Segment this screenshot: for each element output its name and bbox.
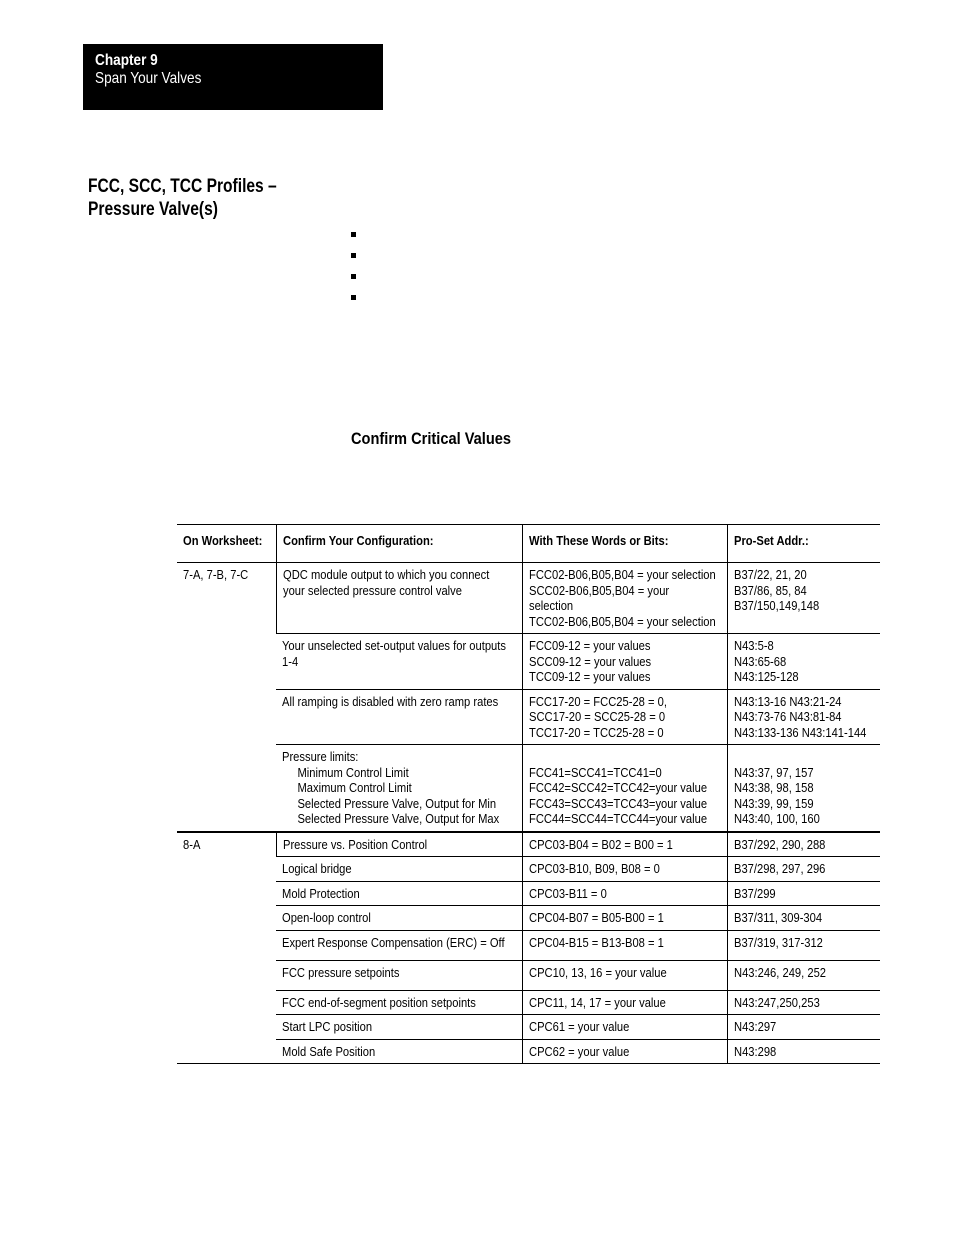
words-cell: CPC04-B15 = B13-B08 = 1 <box>522 930 727 960</box>
config-cell: FCC end-of-segment position setpoints <box>276 990 522 1015</box>
words-cell: CPC11, 14, 17 = your value <box>522 990 727 1015</box>
worksheet-cell: 7-A, 7-B, 7-C <box>177 563 276 832</box>
config-cell: Logical bridge <box>276 857 522 882</box>
table-row <box>177 563 880 634</box>
config-cell: Start LPC position <box>276 1015 522 1040</box>
addr-cell: N43:5-8 N43:65-68 N43:125-128 <box>727 634 880 690</box>
bullet-marker <box>351 232 356 237</box>
config-cell: Open-loop control <box>276 906 522 931</box>
table-row <box>177 745 880 832</box>
header-words-bits: With These Words or Bits: <box>522 525 727 563</box>
header-worksheet: On Worksheet: <box>177 525 276 563</box>
chapter-header <box>83 44 383 110</box>
table-row <box>177 990 880 1015</box>
config-cell: Mold Safe Position <box>276 1039 522 1064</box>
table-row <box>177 906 880 931</box>
bullet-marker <box>351 274 356 279</box>
config-cell: Mold Protection <box>276 881 522 906</box>
section-heading-line1: FCC, SCC, TCC Profiles – <box>88 176 277 197</box>
addr-cell: N43:246, 249, 252 <box>727 960 880 990</box>
bullet-marker <box>351 253 356 258</box>
table-row <box>177 832 880 857</box>
config-cell: Pressure vs. Position Control <box>276 832 522 857</box>
addr-cell: B37/299 <box>727 881 880 906</box>
bullet-list <box>351 232 356 316</box>
table-row <box>177 857 880 882</box>
addr-cell: B37/22, 21, 20 B37/86, 85, 84 B37/150,149,148 <box>727 563 880 634</box>
config-cell: FCC pressure setpoints <box>276 960 522 990</box>
addr-cell: B37/298, 297, 296 <box>727 857 880 882</box>
config-cell: QDC module output to which you connect your selected pressure control valve <box>276 563 522 634</box>
section-heading-line2: Pressure Valve(s) <box>88 199 218 220</box>
addr-cell: B37/311, 309-304 <box>727 906 880 931</box>
words-cell: CPC03-B04 = B02 = B00 = 1 <box>522 832 727 857</box>
addr-cell: B37/319, 317-312 <box>727 930 880 960</box>
addr-cell: B37/292, 290, 288 <box>727 832 880 857</box>
chapter-title: Span Your Valves <box>95 70 202 87</box>
config-cell: Your unselected set-output values for outputs 1-4 <box>276 634 522 690</box>
addr-cell: N43:13-16 N43:21-24 N43:73-76 N43:81-84 N43:133-136 N43:141-144 <box>727 689 880 745</box>
addr-cell: N43:298 <box>727 1039 880 1064</box>
bullet-marker <box>351 295 356 300</box>
addr-cell: N43:297 <box>727 1015 880 1040</box>
header-proset-addr: Pro-Set Addr.: <box>727 525 880 563</box>
config-cell: Pressure limits: Minimum Control Limit Maximum Control Limit Selected Pressure Valve, Output for Min Selected Pressure Valve, Output for Max <box>276 745 522 832</box>
words-cell: FCC17-20 = FCC25-28 = 0, SCC17-20 = SCC25-28 = 0 TCC17-20 = TCC25-28 = 0 <box>522 689 727 745</box>
table-row <box>177 1015 880 1040</box>
table-row <box>177 634 880 690</box>
table-row <box>177 960 880 990</box>
config-cell: Expert Response Compensation (ERC) = Off <box>276 930 522 960</box>
addr-cell: N43:37, 97, 157 N43:38, 98, 158 N43:39, 99, 159 N43:40, 100, 160 <box>727 745 880 832</box>
header-configuration: Confirm Your Configuration: <box>276 525 522 563</box>
table-row <box>177 1039 880 1064</box>
words-cell: FCC09-12 = your values SCC09-12 = your values TCC09-12 = your values <box>522 634 727 690</box>
words-cell: CPC03-B10, B09, B08 = 0 <box>522 857 727 882</box>
words-cell: CPC62 = your value <box>522 1039 727 1064</box>
table-row <box>177 930 880 960</box>
config-cell: All ramping is disabled with zero ramp rates <box>276 689 522 745</box>
words-cell: CPC04-B07 = B05-B00 = 1 <box>522 906 727 931</box>
words-cell: CPC10, 13, 16 = your value <box>522 960 727 990</box>
words-cell: FCC41=SCC41=TCC41=0 FCC42=SCC42=TCC42=your value FCC43=SCC43=TCC43=your value FCC44=SCC44=TCC44=your value <box>522 745 727 832</box>
confirm-critical-values-heading: Confirm Critical Values <box>351 429 512 448</box>
words-cell: CPC03-B11 = 0 <box>522 881 727 906</box>
words-cell: CPC61 = your value <box>522 1015 727 1040</box>
words-cell: FCC02-B06,B05,B04 = your selection SCC02-B06,B05,B04 = your selection TCC02-B06,B05,B04 = your selection <box>522 563 727 634</box>
addr-cell: N43:247,250,253 <box>727 990 880 1015</box>
table-row <box>177 881 880 906</box>
section-heading <box>88 175 285 221</box>
table-header-row <box>177 525 880 563</box>
worksheet-cell: 8-A <box>177 832 276 1064</box>
table-row <box>177 689 880 745</box>
critical-values-table <box>177 524 880 1064</box>
chapter-label: Chapter 9 <box>95 52 158 69</box>
